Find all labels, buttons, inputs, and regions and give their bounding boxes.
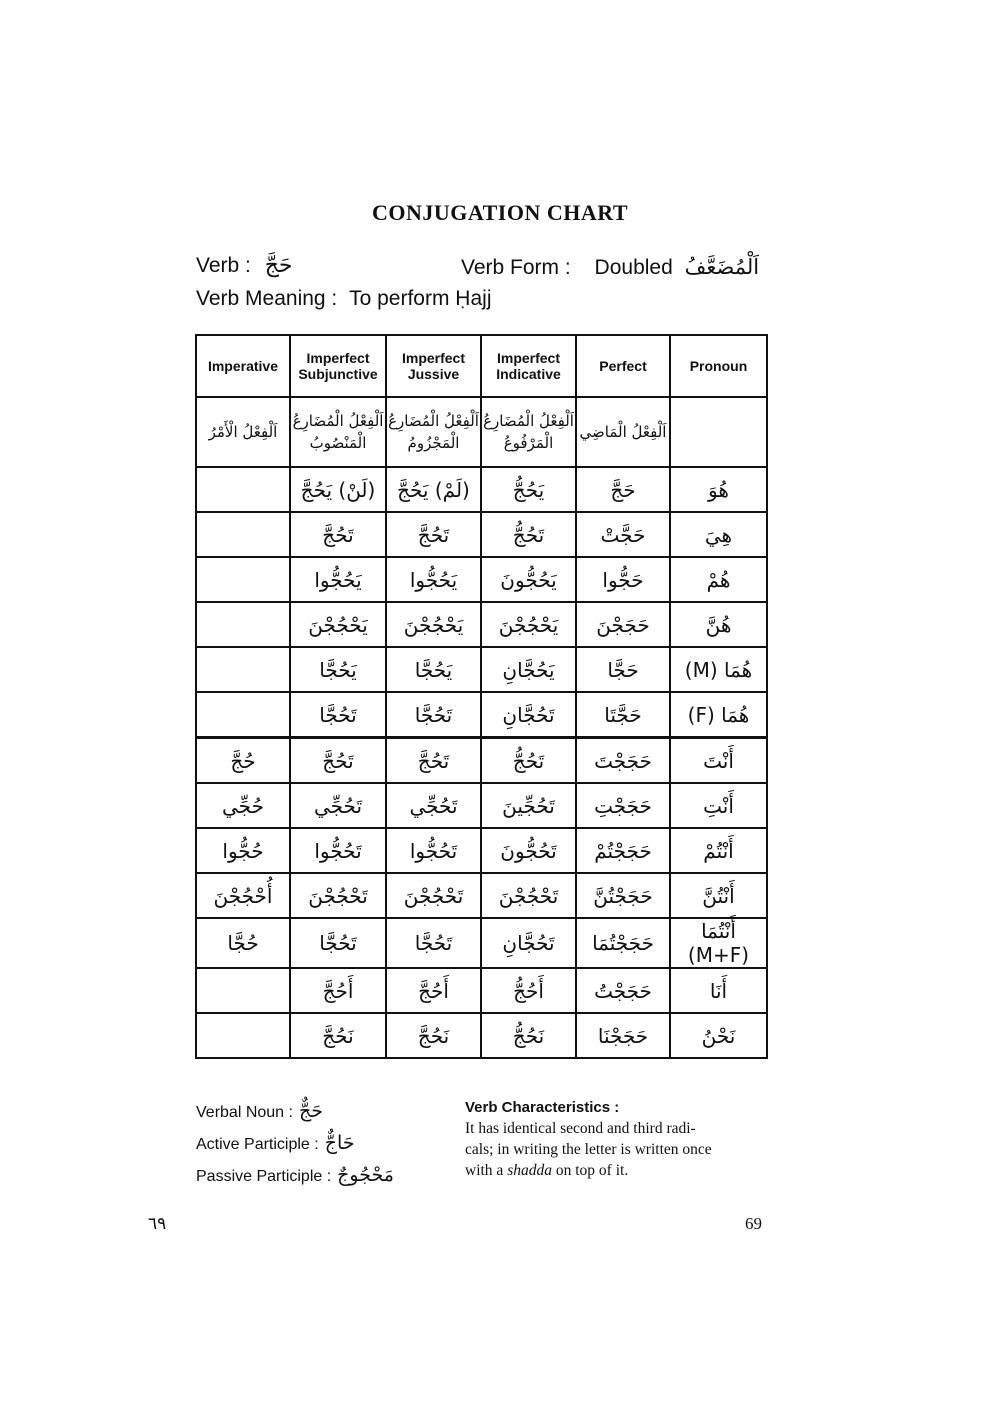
cell-indicative: يَحْجُجْنَ (481, 602, 576, 647)
cell-indicative: يَحُجُّ (481, 467, 576, 512)
cell-jussive: أَحُجَّ (386, 968, 481, 1013)
cell-pronoun: أَنْتُمَا (M+F) (670, 918, 767, 968)
verb-form-line (461, 255, 759, 280)
cell-indicative: تَحُجُّونَ (481, 828, 576, 873)
cell-pronoun: أَنْتَ (670, 738, 767, 784)
cell-jussive: تَحُجَّ (386, 512, 481, 557)
cell-jussive: يَحْجُجْنَ (386, 602, 481, 647)
header-jussive: Imperfect Jussive (386, 335, 481, 397)
verb-form-ar: اَلْمُضَعَّفُ (684, 255, 760, 279)
cell-perfect: حَجَجْنَ (576, 602, 670, 647)
header-ar-pronoun (670, 397, 767, 467)
meaning-line (196, 287, 492, 311)
cell-jussive: تَحُجَّ (386, 738, 481, 784)
table-row (196, 602, 767, 647)
cell-subjunctive: تَحْجُجْنَ (290, 873, 386, 918)
cell-subjunctive: تَحُجِّي (290, 783, 386, 828)
cell-indicative: نَحُجُّ (481, 1013, 576, 1058)
cell-subjunctive: تَحُجَّا (290, 692, 386, 738)
header-imperative: Imperative (196, 335, 290, 397)
header-indicative: Imperfect Indicative (481, 335, 576, 397)
cell-indicative: تَحُجِّينَ (481, 783, 576, 828)
cell-jussive: يَحُجُّوا (386, 557, 481, 602)
derived-forms (196, 1096, 394, 1192)
cell-subjunctive: تَحُجَّ (290, 512, 386, 557)
cell-pronoun: أَنَا (670, 968, 767, 1013)
cell-imperative: حُجِّي (196, 783, 290, 828)
cell-pronoun: أَنْتُمْ (670, 828, 767, 873)
passive-participle: Passive Participle : مَحْجُوجٌ (196, 1164, 394, 1186)
table-row (196, 828, 767, 873)
cell-indicative: يَحُجَّانِ (481, 647, 576, 692)
header-perfect: Perfect (576, 335, 670, 397)
cell-imperative (196, 647, 290, 692)
cell-perfect: حَجُّوا (576, 557, 670, 602)
cell-subjunctive: يَحُجَّا (290, 647, 386, 692)
page-title: CONJUGATION CHART (371, 200, 629, 225)
cell-subjunctive: يَحُجُّوا (290, 557, 386, 602)
page-number-arabic: ٦٩ (148, 1214, 167, 1233)
cell-pronoun: أَنْتِ (670, 783, 767, 828)
cell-imperative (196, 602, 290, 647)
cell-perfect: حَجَجْتُمْ (576, 828, 670, 873)
cell-pronoun: أَنْتُنَّ (670, 873, 767, 918)
cell-perfect: حَجَجْتُ (576, 968, 670, 1013)
arabic-header-row (196, 397, 767, 467)
table-row (196, 467, 767, 512)
verb-value: حَجَّ (264, 253, 293, 278)
cell-indicative: تَحْجُجْنَ (481, 873, 576, 918)
active-participle: Active Participle : حَاجٌّ (196, 1132, 355, 1154)
cell-pronoun: هُنَّ (670, 602, 767, 647)
verbal-noun: Verbal Noun : حَجٌّ (196, 1100, 323, 1122)
page-number: 69 (745, 1214, 762, 1233)
cell-pronoun: هِيَ (670, 512, 767, 557)
cell-pronoun: نَحْنُ (670, 1013, 767, 1058)
cell-subjunctive: تَحُجُّوا (290, 828, 386, 873)
verb-form-en: Doubled (594, 256, 673, 279)
cell-perfect: حَجَجْتَ (576, 738, 670, 784)
cell-jussive: تَحُجَّا (386, 918, 481, 968)
characteristics-line-2: cals; in writing the letter is written once (465, 1141, 712, 1158)
cell-subjunctive: أَحُجَّ (290, 968, 386, 1013)
cell-perfect: حَجَجْنَا (576, 1013, 670, 1058)
characteristics-line-3: with a shadda on top of it. (465, 1162, 629, 1179)
header-ar-subjunctive: اَلْفِعْلُ الْمُضَارِعُ الْمَنْصُوبُ (290, 397, 386, 467)
cell-pronoun: هُمَا (M) (670, 647, 767, 692)
table-row (196, 647, 767, 692)
cell-jussive: تَحُجِّي (386, 783, 481, 828)
cell-indicative: تَحُجَّانِ (481, 918, 576, 968)
cell-imperative (196, 557, 290, 602)
table-row (196, 968, 767, 1013)
header-ar-jussive: اَلْفِعْلُ الْمُضَارِعُ الْمَجْزُومُ (386, 397, 481, 467)
cell-jussive: تَحُجَّا (386, 692, 481, 738)
meaning-value: To perform Ḥajj (349, 287, 492, 310)
cell-perfect: حَجَّ (576, 467, 670, 512)
cell-perfect: حَجَجْتِ (576, 783, 670, 828)
cell-jussive: نَحُجَّ (386, 1013, 481, 1058)
table-row (196, 1013, 767, 1058)
table-row (196, 783, 767, 828)
characteristics-heading: Verb Characteristics : (465, 1099, 620, 1116)
cell-jussive: يَحُجَّا (386, 647, 481, 692)
cell-subjunctive: (لَنْ) يَحُجَّ (290, 467, 386, 512)
header-subjunctive: Imperfect Subjunctive (290, 335, 386, 397)
cell-perfect: حَجَّا (576, 647, 670, 692)
cell-imperative (196, 512, 290, 557)
verb-form-label: Verb Form : (461, 256, 571, 279)
header-row (196, 335, 767, 397)
cell-imperative: حُجَّا (196, 918, 290, 968)
cell-perfect: حَجَجْتُمَا (576, 918, 670, 968)
header-ar-indicative: اَلْفِعْلُ الْمُضَارِعُ الْمَرْفُوعُ (481, 397, 576, 467)
cell-subjunctive: تَحُجَّا (290, 918, 386, 968)
cell-pronoun: هُمَا (F) (670, 692, 767, 738)
cell-imperative (196, 467, 290, 512)
table-row (196, 738, 767, 784)
cell-indicative: أَحُجُّ (481, 968, 576, 1013)
cell-indicative: تَحُجُّ (481, 738, 576, 784)
verb-label: Verb : (196, 254, 251, 277)
cell-jussive: تَحْجُجْنَ (386, 873, 481, 918)
cell-perfect: حَجَّتْ (576, 512, 670, 557)
cell-pronoun: هُوَ (670, 467, 767, 512)
cell-indicative: يَحُجُّونَ (481, 557, 576, 602)
cell-jussive: (لَمْ) يَحُجَّ (386, 467, 481, 512)
table-row (196, 918, 767, 968)
table-row (196, 557, 767, 602)
cell-imperative: حُجَّ (196, 738, 290, 784)
cell-imperative: حُجُّوا (196, 828, 290, 873)
header-pronoun: Pronoun (670, 335, 767, 397)
conjugation-table (195, 334, 768, 1059)
header-ar-imperative: اَلْفِعْلُ الْأَمْرُ (196, 397, 290, 467)
cell-jussive: تَحُجُّوا (386, 828, 481, 873)
cell-indicative: تَحُجُّ (481, 512, 576, 557)
cell-imperative (196, 1013, 290, 1058)
verb-line (196, 253, 293, 278)
cell-imperative (196, 692, 290, 738)
cell-subjunctive: نَحُجَّ (290, 1013, 386, 1058)
header-ar-perfect: اَلْفِعْلُ الْمَاضِي (576, 397, 670, 467)
cell-pronoun: هُمْ (670, 557, 767, 602)
cell-subjunctive: يَحْجُجْنَ (290, 602, 386, 647)
cell-indicative: تَحُجَّانِ (481, 692, 576, 738)
cell-imperative (196, 968, 290, 1013)
characteristics-line-1: It has identical second and third radi- (465, 1120, 696, 1137)
cell-subjunctive: تَحُجَّ (290, 738, 386, 784)
verb-characteristics (465, 1097, 765, 1181)
cell-perfect: حَجَّتَا (576, 692, 670, 738)
meaning-label: Verb Meaning : (196, 287, 338, 310)
table-row (196, 873, 767, 918)
cell-perfect: حَجَجْتُنَّ (576, 873, 670, 918)
table-row (196, 512, 767, 557)
table-row (196, 692, 767, 738)
cell-imperative: أُحْجُجْنَ (196, 873, 290, 918)
